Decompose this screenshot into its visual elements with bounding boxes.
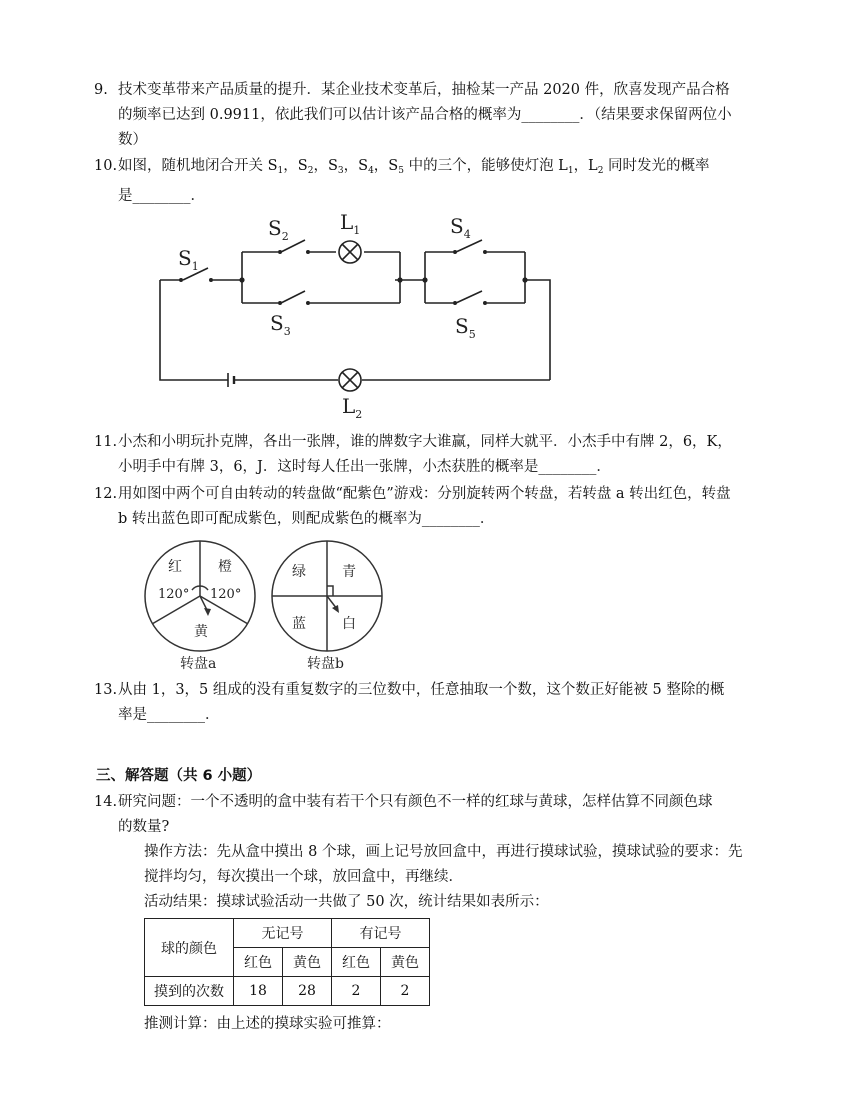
label-l1: $L_1$	[340, 210, 361, 237]
table-col-yellow: 黄色	[381, 948, 430, 977]
label-l2: $L_2$	[342, 394, 363, 421]
text-line: 活动结果：摸球试验活动一共做了 50 次，统计结果如表所示：	[144, 894, 549, 910]
question-text-line: 技术变革带来产品质量的提升．某企业技术变革后，抽检某一产品 2020 件，欣喜发现产品合格	[118, 82, 730, 98]
spinner-a-orange: 橙	[218, 559, 232, 575]
question-13	[94, 678, 768, 728]
table-cell: 2	[381, 977, 430, 1006]
question-9	[94, 78, 768, 153]
question-text-line: b 转出蓝色即可配成紫色，则配成紫色的概率为________．	[118, 511, 495, 527]
spinner-b-caption: 转盘b	[307, 656, 344, 672]
spinner-a-angle-right: 120°	[210, 587, 242, 602]
section-heading: 三、解答题（共 6 小题）	[96, 768, 262, 784]
tally-table	[144, 918, 430, 1006]
spinner-a-angle-left: 120°	[158, 587, 190, 602]
inference	[144, 1012, 768, 1037]
table-col-yellow: 黄色	[283, 948, 332, 977]
question-11	[94, 430, 768, 480]
label-s3: $S_3$	[270, 311, 291, 338]
question-number: 9.	[94, 82, 108, 98]
circuit-diagram	[150, 205, 570, 425]
question-text-line: 小杰和小明玩扑克牌，各出一张牌，谁的牌数字大谁赢，同样大就平．小杰手中有牌 2，6，K，	[118, 434, 732, 450]
question-text-line: 是________．	[118, 188, 205, 204]
table-col-red: 红色	[332, 948, 381, 977]
spinner-b-white: 白	[342, 616, 356, 632]
label-s4: $S_4$	[450, 214, 471, 241]
question-number: 13.	[94, 682, 118, 698]
spinner-a-red: 红	[168, 559, 182, 575]
text-line: 操作方法：先从盒中摸出 8 个球，画上记号放回盒中，再进行摸球试验，摸球试验的要求：先	[144, 844, 743, 860]
question-text-line: 如图，随机地闭合开关 $S_1$，$S_2$，$S_3$，$S_4$，$S_5$ 中的三个，能够使灯泡 $L_1$，$L_2$ 同时发光的概率	[118, 158, 710, 176]
question-text-line: 的频率已达到 0.9911，依此我们可以估计该产品合格的概率为________．（结果要求保留两位小	[118, 107, 732, 123]
text-line: 搅拌均匀，每次摸出一个球，放回盒中，再继续．	[144, 869, 463, 885]
table-header-color: 球的颜色	[145, 919, 234, 977]
table-header-unmarked: 无记号	[234, 919, 332, 948]
spinner-b-green: 绿	[292, 564, 306, 580]
table-row-label: 摸到的次数	[145, 977, 234, 1006]
question-number: 10.	[94, 158, 118, 174]
label-s2: $S_2$	[268, 216, 289, 243]
question-14	[94, 790, 768, 840]
question-text-line: 从由 1，3，5 组成的没有重复数字的三位数中，任意抽取一个数，这个数正好能被 5 整除的概	[118, 682, 725, 698]
table-col-red: 红色	[234, 948, 283, 977]
table-cell: 18	[234, 977, 283, 1006]
text-line: 推测计算：由上述的摸球实验可推算：	[144, 1016, 391, 1032]
question-number: 12.	[94, 486, 118, 502]
question-text-line: 研究问题：一个不透明的盒中装有若干个只有颜色不一样的红球与黄球，怎样估算不同颜色球	[118, 794, 713, 810]
question-text-line: 率是________．	[118, 707, 220, 723]
question-number: 14.	[94, 794, 118, 810]
question-text-line: 小明手中有牌 3，6，J．这时每人任出一张牌，小杰获胜的概率是________．	[118, 459, 611, 475]
table-cell: 2	[332, 977, 381, 1006]
table-cell: 28	[283, 977, 332, 1006]
question-text-line: 的数量?	[118, 819, 170, 835]
question-number: 11.	[94, 434, 118, 450]
spinner-b-cyan: 青	[342, 564, 356, 580]
label-s5: $S_5$	[455, 314, 476, 341]
spinner-a-caption: 转盘a	[180, 656, 217, 672]
question-10	[94, 154, 768, 209]
question-text-line: 用如图中两个可自由转动的转盘做“配紫色”游戏：分别旋转两个转盘，若转盘 a 转出红色，转盘	[118, 486, 731, 502]
spinner-b-blue: 蓝	[292, 616, 306, 632]
label-s1: $S_1$	[178, 246, 199, 273]
table-header-marked: 有记号	[332, 919, 430, 948]
spinner-diagram	[140, 536, 400, 676]
question-12	[94, 482, 768, 532]
operation-method	[144, 840, 768, 890]
spinner-a-yellow: 黄	[194, 624, 208, 640]
activity-result	[144, 890, 768, 915]
question-text-line: 数）	[118, 132, 147, 148]
